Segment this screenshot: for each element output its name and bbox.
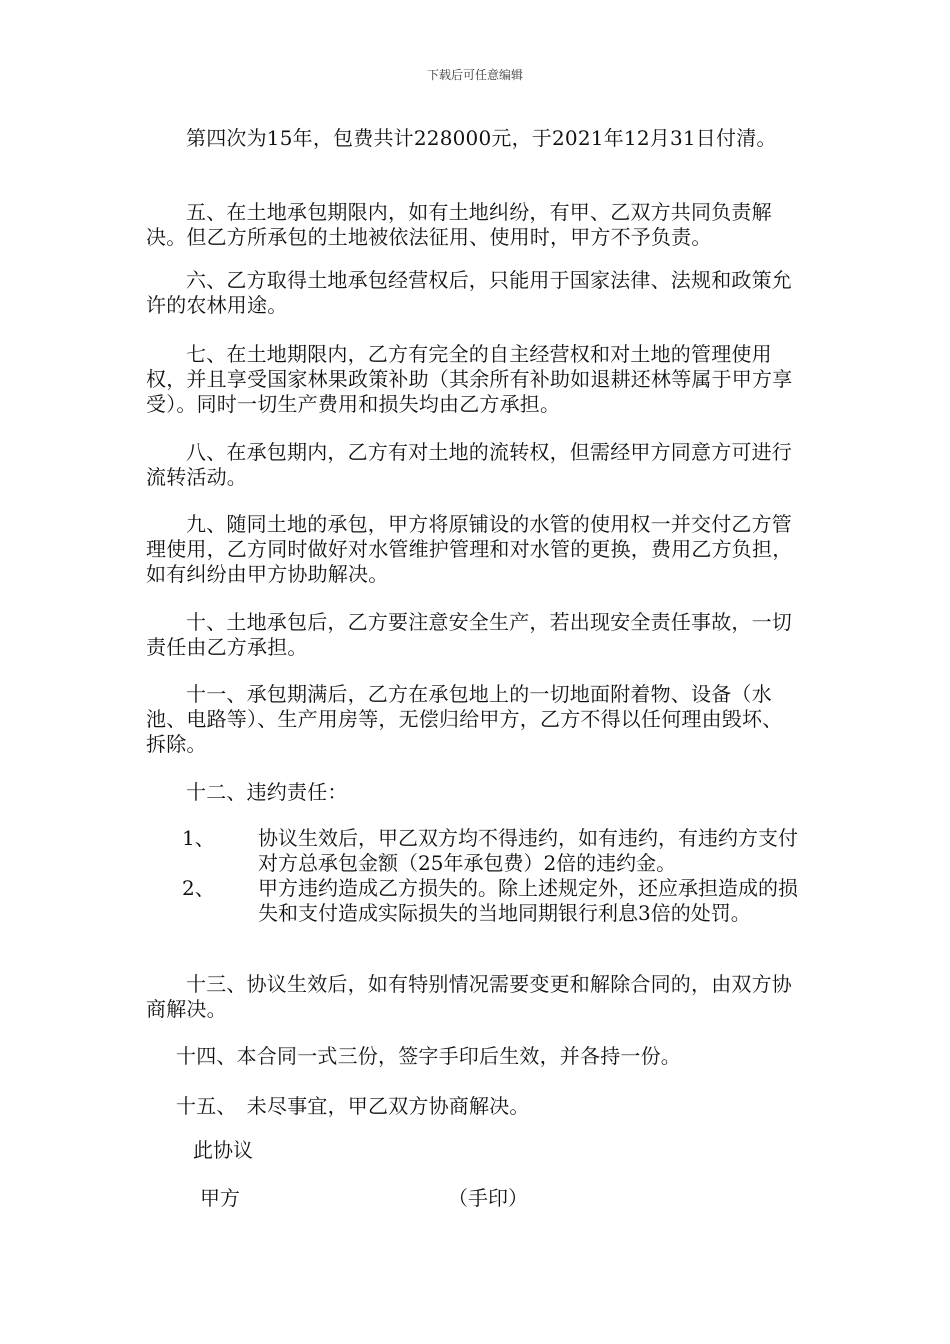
page-header: 下载后可任意编辑 <box>426 68 523 82</box>
clause-14-copies: 十四、本合同一式三份，签字手印后生效，并各持一份。 <box>176 1044 681 1068</box>
clause-term-four-payment: 第四次为15年，包费共计228000元，于2021年12月31日付清。 <box>186 126 777 150</box>
clause-8-transfer-rights: 八、在承包期内，乙方有对土地的流转权，但需经甲方同意方可进行流转活动。 <box>146 440 792 489</box>
clause-13-amendment: 十三、协议生效后，如有特别情况需要变更和解除合同的，由双方协商解决。 <box>146 972 792 1021</box>
party-a-label: 甲方 <box>200 1186 240 1210</box>
breach-item-text: 甲方违约造成乙方损失的。除上述规定外，还应承担造成的损失和支付造成实际损失的当地同期银行利息3倍的处罚。 <box>258 876 798 925</box>
clause-10-safety: 十、土地承包后，乙方要注意安全生产，若出现安全责任事故，一切责任由乙方承担。 <box>146 610 792 659</box>
handprint-label: （手印） <box>448 1186 528 1210</box>
clause-5-land-disputes: 五、在土地承包期限内，如有土地纠纷，有甲、乙双方共同负责解决。但乙方所承包的土地被依法征用、使用时，甲方不予负责。 <box>146 200 772 249</box>
closing-statement: 此协议 <box>193 1138 253 1162</box>
clause-9-water-pipes: 九、随同土地的承包，甲方将原铺设的水管的使用权一并交付乙方管理使用，乙方同时做好对水管维护管理和对水管的更换，费用乙方负担，如有纠纷由甲方协助解决。 <box>146 512 793 586</box>
clause-6-land-use: 六、乙方取得土地承包经营权后，只能用于国家法律、法规和政策允许的农林用途。 <box>146 268 792 317</box>
breach-item-number: 1、 <box>182 826 215 850</box>
breach-item-2 <box>146 876 798 926</box>
breach-item-text: 协议生效后，甲乙双方均不得违约，如有违约，有违约方支付对方总承包金额（25年承包费）2倍的违约金。 <box>258 826 798 875</box>
breach-item-1 <box>146 826 798 876</box>
clause-15-other-matters: 十五、 未尽事宜，甲乙双方协商解决。 <box>176 1094 530 1118</box>
breach-item-number: 2、 <box>182 876 215 900</box>
clause-7-management-rights: 七、在土地期限内，乙方有完全的自主经营权和对土地的管理使用权，并且享受国家林果政策补助（其余所有补助如退耕还林等属于甲方享受）。同时一切生产费用和损失均由乙方承担。 <box>146 342 793 416</box>
clause-12-breach-heading: 十二、违约责任： <box>186 780 348 804</box>
clause-11-expiry: 十一、承包期满后，乙方在承包地上的一切地面附着物、设备（水池、电路等）、生产用房等，无偿归给甲方，乙方不得以任何理由毁坏、拆除。 <box>146 682 783 756</box>
